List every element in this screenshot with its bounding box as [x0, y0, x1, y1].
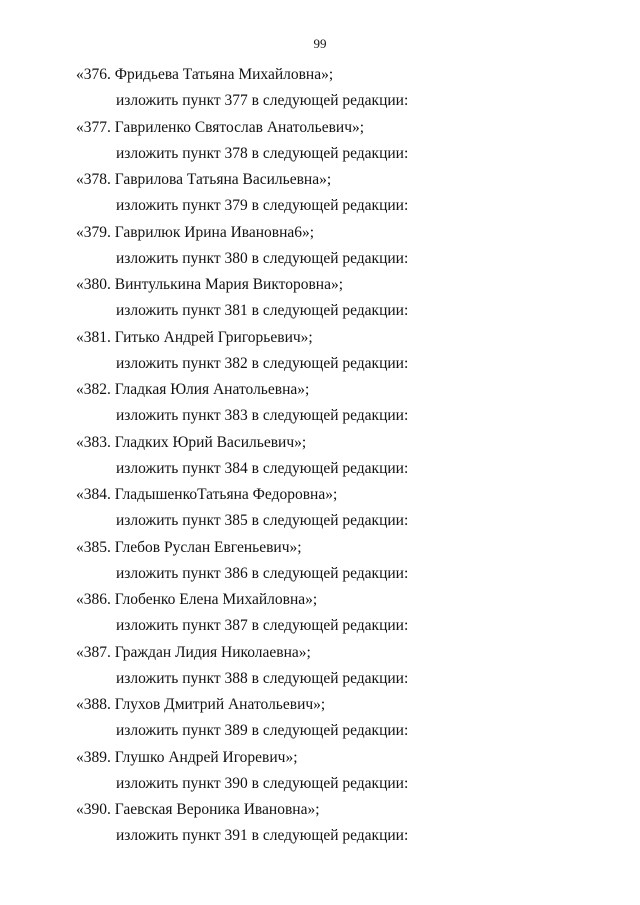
list-item: «388. Глухов Дмитрий Анатольевич»; [76, 696, 326, 713]
list-entry [0, 801, 640, 854]
amendment-instruction: изложить пункт 381 в следующей редакции: [116, 302, 409, 319]
amendment-instruction: изложить пункт 383 в следующей редакции: [116, 407, 409, 424]
list-item: «384. ГладышенкоТатьяна Федоровна»; [76, 486, 338, 503]
list-entry [0, 486, 640, 539]
amendment-instruction: изложить пункт 380 в следующей редакции: [116, 249, 409, 267]
list-item: «389. Глушко Андрей Игоревич»; [76, 748, 298, 766]
list-entry [0, 644, 640, 697]
list-entry [0, 381, 640, 434]
list-item: «377. Гавриленко Святослав Анатольевич»; [76, 118, 365, 136]
list-item: «380. Винтулькина Мария Викторовна»; [76, 276, 344, 293]
list-entry [0, 696, 640, 749]
amendment-instruction: изложить пункт 385 в следующей редакции: [116, 512, 409, 529]
amendment-instruction: изложить пункт 390 в следующей редакции: [116, 774, 409, 792]
list-item: «383. Гладких Юрий Васильевич»; [76, 433, 307, 451]
list-item: «382. Гладкая Юлия Анатольевна»; [76, 381, 310, 398]
list-entry [0, 539, 640, 592]
list-item: «390. Гаевская Вероника Ивановна»; [76, 801, 320, 818]
list-item: «378. Гаврилова Татьяна Васильевна»; [76, 171, 332, 188]
list-entry [0, 119, 640, 172]
list-item: «379. Гаврилюк Ирина Ивановна6»; [76, 223, 315, 241]
amendment-instruction: изложить пункт 387 в следующей редакции: [116, 617, 409, 634]
amendment-instruction: изложить пункт 384 в следующей редакции: [116, 459, 409, 477]
document-body [0, 66, 640, 854]
list-entry [0, 276, 640, 329]
list-entry [0, 749, 640, 802]
list-entry [0, 171, 640, 224]
amendment-instruction: изложить пункт 386 в следующей редакции: [116, 564, 409, 582]
list-item: «387. Граждан Лидия Николаевна»; [76, 643, 311, 661]
page-number: 99 [313, 36, 327, 51]
amendment-instruction: изложить пункт 389 в следующей редакции: [116, 722, 409, 739]
amendment-instruction: изложить пункт 391 в следующей редакции: [116, 827, 409, 844]
list-item: «376. Фридьева Татьяна Михайловна»; [76, 66, 334, 83]
amendment-instruction: изложить пункт 379 в следующей редакции: [116, 197, 409, 214]
list-entry [0, 591, 640, 644]
list-entry [0, 66, 640, 119]
list-entry [0, 434, 640, 487]
amendment-instruction: изложить пункт 388 в следующей редакции: [116, 669, 409, 687]
list-item: «386. Глобенко Елена Михайловна»; [76, 591, 318, 608]
list-entry [0, 329, 640, 382]
amendment-instruction: изложить пункт 377 в следующей редакции: [116, 92, 409, 109]
list-item: «381. Гитько Андрей Григорьевич»; [76, 328, 313, 346]
amendment-instruction: изложить пункт 378 в следующей редакции: [116, 144, 409, 162]
amendment-instruction: изложить пункт 382 в следующей редакции: [116, 354, 409, 372]
list-entry [0, 224, 640, 277]
list-item: «385. Глебов Руслан Евгеньевич»; [76, 538, 302, 556]
